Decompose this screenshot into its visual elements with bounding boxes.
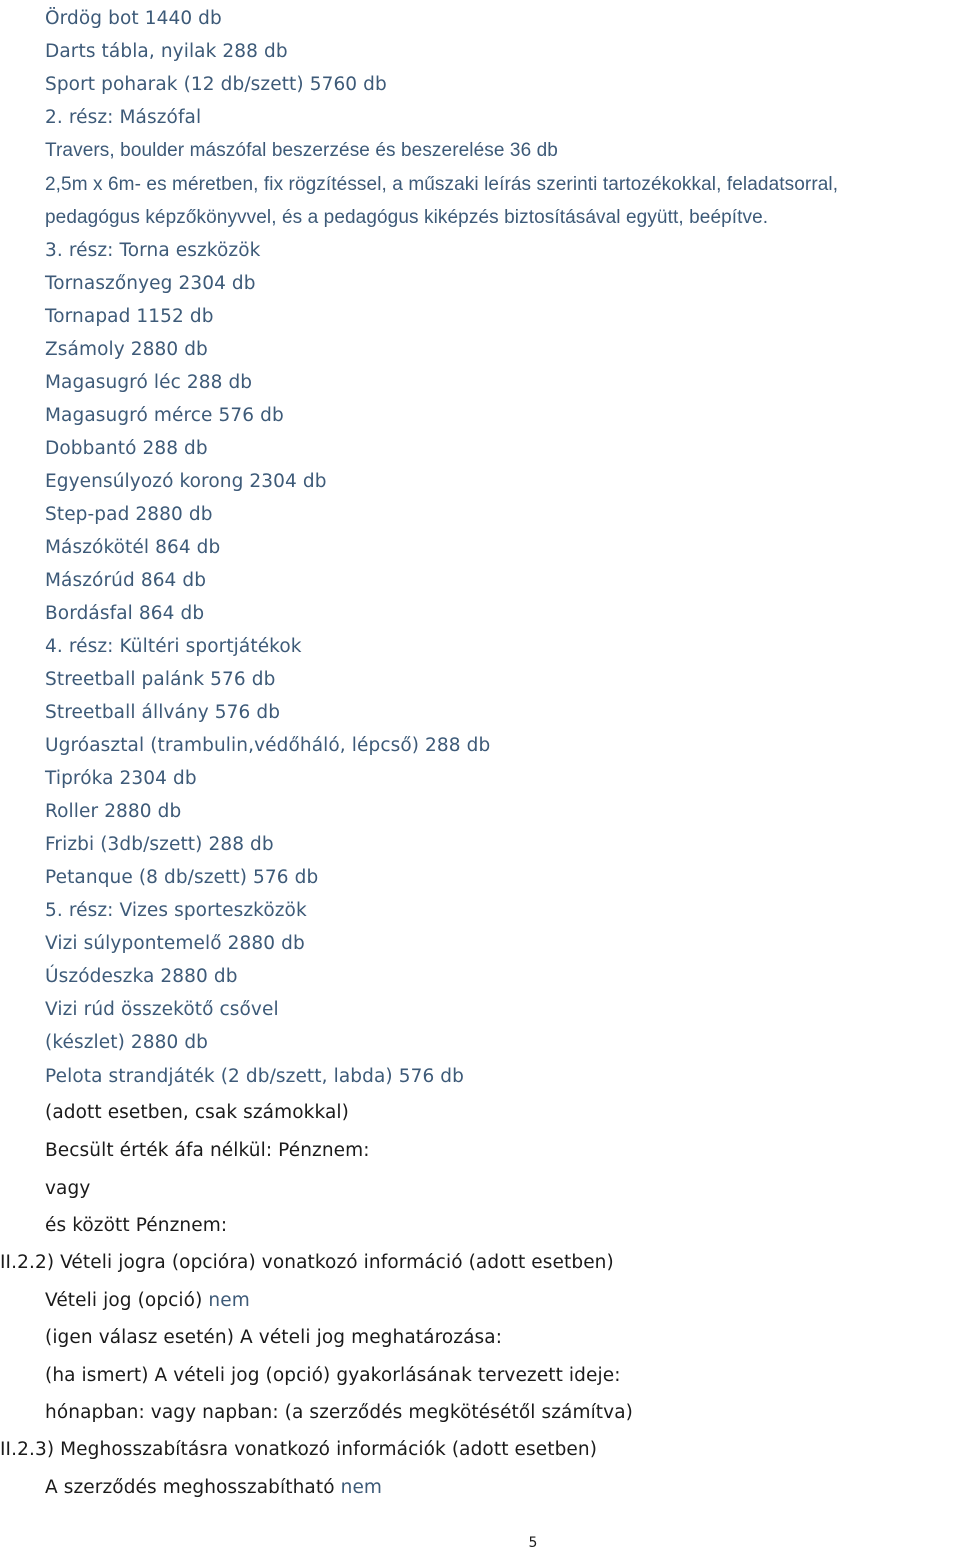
between-label: és között Pénznem:	[45, 1215, 228, 1236]
list-item: Step-pad 2880 db	[45, 504, 213, 525]
list-item: Ugróasztal (trambulin,védőháló, lépcső) 288 db	[45, 735, 491, 756]
list-item: Streetball palánk 576 db	[45, 669, 276, 690]
list-item: Roller 2880 db	[45, 801, 182, 822]
list-item: Magasugró mérce 576 db	[45, 405, 284, 426]
renewal-label: A szerződés meghosszabítható	[45, 1477, 335, 1498]
list-item: Sport poharak (12 db/szett) 5760 db	[45, 74, 387, 95]
list-item: Streetball állvány 576 db	[45, 702, 281, 723]
list-item: Travers, boulder mászófal beszerzése és beszerelése 36 db	[45, 140, 558, 161]
list-item: Darts tábla, nyilak 288 db	[45, 41, 288, 62]
option-planned-time-label: (ha ismert) A vételi jog (opció) gyakorlásának tervezett ideje:	[45, 1365, 621, 1386]
lot-heading: 3. rész: Torna eszközök	[45, 240, 261, 261]
lot-heading: 4. rész: Kültéri sportjátékok	[45, 636, 302, 657]
option-definition-label: (igen válasz esetén) A vételi jog meghatározása:	[45, 1327, 503, 1348]
list-item: 2,5m x 6m- es méretben, fix rögzítéssel, a műszaki leírás szerinti tartozékokkal, feladatsorral,	[45, 174, 839, 195]
list-item: Magasugró léc 288 db	[45, 372, 253, 393]
list-item: Tipróka 2304 db	[45, 768, 197, 789]
section-heading-renewal: II.2.3) Meghosszabításra vonatkozó információk (adott esetben)	[0, 1439, 598, 1460]
list-item: pedagógus képzőkönyvvel, és a pedagógus kiképzés biztosításával együtt, beépítve.	[45, 207, 769, 228]
list-item: Frizbi (3db/szett) 288 db	[45, 834, 274, 855]
list-item: Úszódeszka 2880 db	[45, 966, 238, 987]
list-item: Pelota strandjáték (2 db/szett, labda) 576 db	[45, 1066, 464, 1087]
list-item: (készlet) 2880 db	[45, 1032, 209, 1053]
renewal-value: nem	[340, 1477, 383, 1498]
lot-heading: 5. rész: Vizes sporteszközök	[45, 900, 307, 921]
list-item: Dobbantó 288 db	[45, 438, 208, 459]
section-heading-options: II.2.2) Vételi jogra (opcióra) vonatkozó információ (adott esetben)	[0, 1252, 614, 1273]
list-item: Egyensúlyozó korong 2304 db	[45, 471, 327, 492]
option-row	[45, 1288, 250, 1314]
list-item: Petanque (8 db/szett) 576 db	[45, 867, 319, 888]
months-days-label: hónapban: vagy napban: (a szerződés megkötésétől számítva)	[45, 1402, 633, 1423]
list-item: Tornapad 1152 db	[45, 306, 214, 327]
list-item: Ördög bot 1440 db	[45, 8, 222, 29]
list-item: Zsámoly 2880 db	[45, 339, 208, 360]
renewal-row	[45, 1475, 382, 1501]
list-item: Tornaszőnyeg 2304 db	[45, 273, 256, 294]
numbers-only-note: (adott esetben, csak számokkal)	[45, 1102, 349, 1123]
list-item: Bordásfal 864 db	[45, 603, 205, 624]
page-number: 5	[528, 1535, 538, 1551]
list-item: Mászórúd 864 db	[45, 570, 207, 591]
option-value: nem	[208, 1290, 250, 1311]
list-item: Mászókötél 864 db	[45, 537, 221, 558]
list-item: Vizi súlypontemelő 2880 db	[45, 933, 305, 954]
or-label: vagy	[45, 1178, 91, 1199]
estimated-value-label: Becsült érték áfa nélkül: Pénznem:	[45, 1140, 370, 1161]
option-label: Vételi jog (opció)	[45, 1290, 203, 1311]
list-item: Vizi rúd összekötő csővel	[45, 999, 279, 1020]
lot-heading: 2. rész: Mászófal	[45, 107, 202, 128]
